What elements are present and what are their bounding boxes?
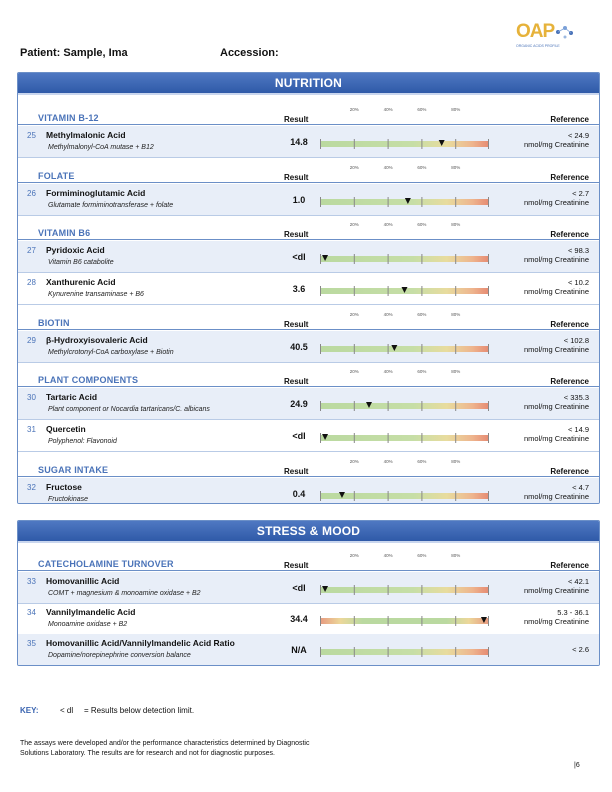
range-bar	[320, 647, 489, 657]
disclaimer-line-1: The assays were developed and/or the performance characteristics determined by Diagnostic	[20, 740, 310, 747]
reference-column-header: Reference	[550, 115, 589, 124]
percent-tick-label: 20%	[349, 165, 359, 170]
result-row	[18, 634, 599, 666]
range-bar-container	[320, 283, 489, 293]
result-row	[18, 184, 599, 216]
result-column-header: Result	[284, 467, 309, 476]
test-number: 30	[27, 393, 36, 402]
percent-tick-label: 20%	[349, 222, 359, 227]
test-number: 26	[27, 189, 36, 198]
percent-tick-label: 80%	[451, 459, 461, 464]
group-divider	[18, 239, 599, 240]
result-column-header: Result	[284, 377, 309, 386]
percent-tick-label: 80%	[451, 553, 461, 558]
group-title: CATECHOLAMINE TURNOVER	[38, 559, 174, 569]
result-value: 0.4	[292, 489, 306, 499]
result-row	[18, 603, 599, 635]
reference-range	[524, 131, 589, 149]
reference-range	[524, 577, 589, 595]
test-description: Polyphenol: Flavonoid	[48, 438, 117, 445]
reference-value: < 102.8	[563, 336, 589, 345]
reference-unit: nmol/mg Creatinine	[523, 198, 589, 207]
reference-column-header: Reference	[550, 561, 589, 570]
reference-unit: nmol/mg Creatinine	[523, 434, 589, 443]
test-number: 27	[27, 246, 36, 255]
group-divider	[18, 386, 599, 387]
range-bar	[320, 344, 489, 354]
test-description: Vitamin B6 catabolite	[48, 259, 114, 266]
test-description: Dopamine/norepinephrine conversion balance	[48, 652, 191, 659]
reference-value: < 24.9	[567, 131, 589, 140]
test-name: Homovanillic Acid/Vannilylmandelic Acid Ratio	[46, 638, 235, 648]
reference-unit: nmol/mg Creatinine	[523, 402, 589, 411]
test-name: Homovanillic Acid	[46, 576, 120, 586]
section-panel	[17, 72, 600, 504]
reference-value: < 98.3	[567, 246, 589, 255]
range-bar	[320, 286, 489, 296]
reference-value: < 14.9	[567, 425, 589, 434]
percent-tick-label: 20%	[349, 369, 359, 374]
test-description: Fructokinase	[48, 496, 89, 503]
logo-subtitle: ORGANIC ACIDS PROFILE	[516, 44, 560, 48]
result-column-header: Result	[284, 320, 309, 329]
range-bar	[320, 401, 489, 411]
percent-tick-label: 20%	[349, 107, 359, 112]
reference-value: < 335.3	[563, 393, 589, 402]
group-divider	[18, 329, 599, 330]
group-divider	[18, 476, 599, 477]
test-number: 35	[27, 639, 36, 648]
group-title: FOLATE	[38, 171, 75, 181]
molecule-icon	[554, 24, 576, 40]
reference-column-header: Reference	[550, 230, 589, 239]
percent-tick-label: 40%	[383, 165, 393, 170]
reference-range	[524, 278, 589, 296]
percent-tick-label: 60%	[417, 553, 427, 558]
test-name: Tartaric Acid	[46, 392, 98, 402]
percent-tick-label: 60%	[417, 165, 427, 170]
group-title: PLANT COMPONENTS	[38, 375, 139, 385]
percent-tick-label: 80%	[451, 312, 461, 317]
range-bar-container	[320, 341, 489, 351]
range-bar	[320, 197, 489, 207]
reference-column-header: Reference	[550, 173, 589, 182]
reference-unit: nmol/mg Creatinine	[523, 617, 589, 626]
result-value: <dl	[292, 252, 306, 262]
reference-range	[524, 246, 589, 264]
result-row	[18, 388, 599, 420]
reference-value: < 2.6	[572, 645, 589, 654]
accession-label: Accession:	[220, 47, 279, 59]
reference-unit: nmol/mg Creatinine	[523, 140, 589, 149]
reference-range	[524, 393, 589, 411]
percent-tick-label: 40%	[383, 222, 393, 227]
test-name: Vannilylmandelic Acid	[46, 607, 136, 617]
group-divider	[18, 570, 599, 571]
percent-tick-label: 60%	[417, 222, 427, 227]
oap-logo	[516, 22, 576, 58]
result-row	[18, 478, 599, 504]
disclaimer-line-2: Solutions Laboratory. The results are for research and not for diagnostic purposes.	[20, 750, 275, 757]
result-value: 14.8	[290, 137, 308, 147]
result-value: <dl	[292, 583, 306, 593]
percent-tick-label: 40%	[383, 369, 393, 374]
reference-unit: nmol/mg Creatinine	[523, 492, 589, 501]
percent-tick-label: 80%	[451, 165, 461, 170]
range-bar	[320, 585, 489, 595]
reference-range	[524, 425, 589, 443]
reference-range	[524, 189, 589, 207]
percent-tick-label: 60%	[417, 459, 427, 464]
result-value: 34.4	[290, 614, 308, 624]
test-description: Glutamate formiminotransferase + folate	[48, 202, 174, 209]
test-description: Methylmalonyl-CoA mutase + B12	[48, 144, 154, 151]
page-number: |6	[574, 762, 580, 769]
reference-range	[524, 608, 589, 626]
test-number: 25	[27, 131, 36, 140]
test-name: β-Hydroxyisovaleric Acid	[46, 335, 148, 345]
result-value: <dl	[292, 431, 306, 441]
section-banner: NUTRITION	[18, 73, 599, 95]
result-value: N/A	[291, 645, 307, 655]
test-description: Kynurenine transaminase + B6	[48, 291, 144, 298]
range-bar	[320, 616, 489, 626]
patient-label: Patient: Sample, Ima	[20, 47, 128, 59]
reference-unit: nmol/mg Creatinine	[523, 255, 589, 264]
test-description: Methylcrotonyl-CoA carboxylase + Biotin	[48, 349, 174, 356]
percent-tick-label: 20%	[349, 553, 359, 558]
range-bar-container	[320, 398, 489, 408]
result-value: 24.9	[290, 399, 308, 409]
range-bar-container	[320, 194, 489, 204]
test-number: 31	[27, 425, 36, 434]
range-bar-container	[320, 251, 489, 261]
result-value: 3.6	[292, 284, 306, 294]
logo-text: OAP	[516, 21, 555, 42]
result-row	[18, 572, 599, 604]
reference-unit: nmol/mg Creatinine	[523, 287, 589, 296]
group-title: VITAMIN B6	[38, 228, 91, 238]
key-symbol: < dl	[60, 706, 74, 715]
result-column-header: Result	[284, 561, 309, 570]
percent-tick-label: 80%	[451, 107, 461, 112]
percent-tick-label: 80%	[451, 369, 461, 374]
reference-unit: nmol/mg Creatinine	[523, 345, 589, 354]
range-bar-container	[320, 136, 489, 146]
test-name: Quercetin	[46, 424, 86, 434]
test-description: Plant component or Nocardia tartaricans/C. albicans	[48, 406, 210, 413]
reference-value: 5.3 - 36.1	[557, 608, 589, 617]
reference-unit: nmol/mg Creatinine	[523, 586, 589, 595]
reference-column-header: Reference	[550, 320, 589, 329]
reference-value: < 4.7	[572, 483, 589, 492]
percent-tick-label: 80%	[451, 222, 461, 227]
group-title: VITAMIN B-12	[38, 113, 99, 123]
reference-column-header: Reference	[550, 467, 589, 476]
percent-tick-label: 20%	[349, 459, 359, 464]
result-column-header: Result	[284, 173, 309, 182]
reference-value: < 10.2	[567, 278, 589, 287]
range-bar-container	[320, 488, 489, 498]
reference-value: < 42.1	[567, 577, 589, 586]
reference-range	[524, 483, 589, 501]
result-value: 1.0	[292, 195, 306, 205]
test-name: Pyridoxic Acid	[46, 245, 105, 255]
range-bar	[320, 139, 489, 149]
reference-range	[572, 645, 589, 654]
result-column-header: Result	[284, 115, 309, 124]
range-bar	[320, 491, 489, 501]
test-name: Methylmalonic Acid	[46, 130, 126, 140]
range-bar	[320, 433, 489, 443]
test-description: Monoamine oxidase + B2	[48, 621, 128, 628]
result-row	[18, 331, 599, 363]
key-label: KEY:	[20, 706, 39, 715]
range-bar-container	[320, 430, 489, 440]
test-number: 34	[27, 608, 36, 617]
percent-tick-label: 40%	[383, 312, 393, 317]
range-bar-container	[320, 644, 489, 654]
percent-tick-label: 40%	[383, 553, 393, 558]
test-number: 29	[27, 336, 36, 345]
group-divider	[18, 182, 599, 183]
key-text: = Results below detection limit.	[84, 706, 195, 715]
reference-range	[524, 336, 589, 354]
range-bar	[320, 254, 489, 264]
section-banner: STRESS & MOOD	[18, 521, 599, 543]
result-row	[18, 241, 599, 273]
test-description: COMT + magnesium & monoamine oxidase + B2	[48, 590, 201, 597]
result-row	[18, 126, 599, 158]
test-name: Formiminoglutamic Acid	[46, 188, 146, 198]
percent-tick-label: 40%	[383, 107, 393, 112]
percent-tick-label: 20%	[349, 312, 359, 317]
test-number: 32	[27, 483, 36, 492]
percent-tick-label: 60%	[417, 369, 427, 374]
result-column-header: Result	[284, 230, 309, 239]
percent-tick-label: 40%	[383, 459, 393, 464]
group-divider	[18, 124, 599, 125]
group-title: BIOTIN	[38, 318, 70, 328]
range-bar-container	[320, 613, 489, 623]
result-value: 40.5	[290, 342, 308, 352]
test-number: 33	[27, 577, 36, 586]
test-name: Xanthurenic Acid	[46, 277, 116, 287]
section-panel	[17, 520, 600, 666]
group-title: SUGAR INTAKE	[38, 465, 109, 475]
range-bar-container	[320, 582, 489, 592]
percent-tick-label: 60%	[417, 312, 427, 317]
test-name: Fructose	[46, 482, 82, 492]
test-number: 28	[27, 278, 36, 287]
result-row	[18, 420, 599, 452]
result-row	[18, 273, 599, 305]
reference-value: < 2.7	[572, 189, 589, 198]
reference-column-header: Reference	[550, 377, 589, 386]
percent-tick-label: 60%	[417, 107, 427, 112]
